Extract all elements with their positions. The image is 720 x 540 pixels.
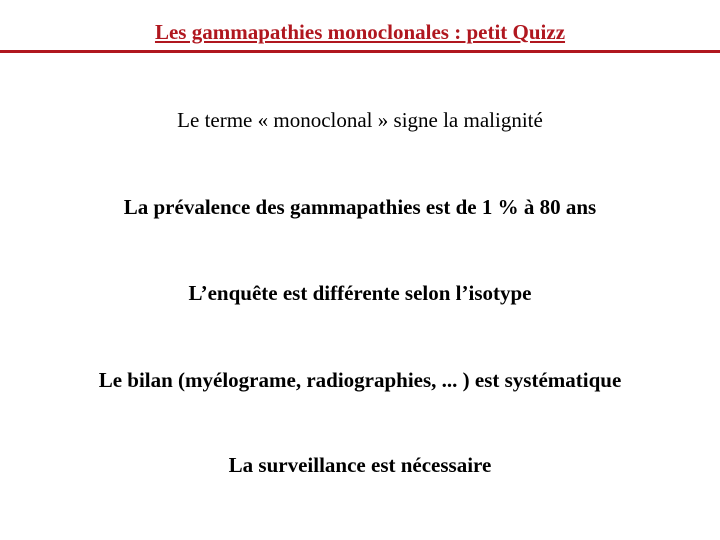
title-divider bbox=[0, 50, 720, 53]
quiz-statement-2: La prévalence des gammapathies est de 1 % à 80 ans bbox=[123, 195, 597, 219]
quiz-statement-1: Le terme « monoclonal » signe la malignité bbox=[177, 108, 543, 132]
quiz-statement-4: Le bilan (myélograme, radiographies, ... ) est systématique bbox=[98, 368, 622, 392]
quiz-statement-5: La surveillance est nécessaire bbox=[228, 453, 492, 477]
quiz-statement-3: L’enquête est différente selon l’isotype bbox=[188, 281, 532, 305]
slide-title: Les gammapathies monoclonales : petit Quizz bbox=[154, 20, 566, 44]
